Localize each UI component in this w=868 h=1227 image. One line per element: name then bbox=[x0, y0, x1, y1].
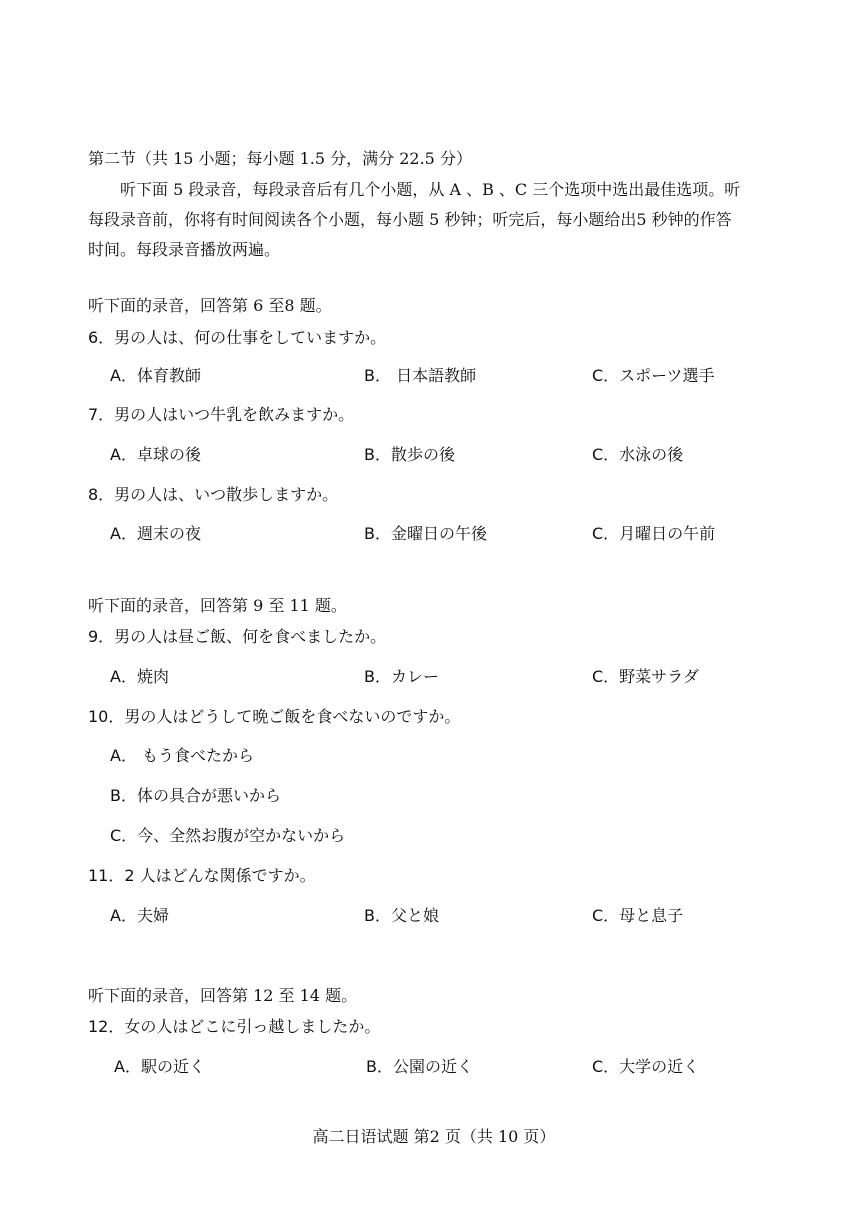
question-9-option-c: C．野菜サラダ bbox=[592, 667, 700, 686]
question-11-stem: 11．2 人はどんな関係ですか。 bbox=[88, 866, 316, 885]
group-2-prompt: 听下面的录音，回答第 9 至 11 题。 bbox=[88, 596, 347, 615]
question-10-stem: 10．男の人はどうして晩ご飯を食べないのですか。 bbox=[88, 707, 461, 726]
question-10-option-b: B．体の具合が悪いから bbox=[110, 786, 281, 805]
group-1-prompt: 听下面的录音，回答第 6 至8 题。 bbox=[88, 296, 332, 315]
question-9-option-b: B．カレー bbox=[364, 667, 439, 686]
page-footer: 高二日语试题 第2 页（共 10 页） bbox=[312, 1127, 556, 1146]
question-12-option-a: A．駅の近く bbox=[114, 1057, 205, 1076]
question-11-option-a: A．夫婦 bbox=[110, 906, 169, 925]
question-11-option-c: C．母と息子 bbox=[592, 906, 684, 925]
question-8-option-a: A．週末の夜 bbox=[110, 524, 201, 543]
question-10-option-a: A． もう食べたから bbox=[110, 746, 255, 765]
question-7-stem: 7．男の人はいつ牛乳を飲みますか。 bbox=[88, 405, 355, 424]
question-6-option-c: C．スポーツ選手 bbox=[592, 366, 715, 385]
question-7-option-a: A．卓球の後 bbox=[110, 445, 201, 464]
question-8-option-c: C．月曜日の午前 bbox=[592, 524, 716, 543]
question-11-option-b: B．父と娘 bbox=[364, 906, 439, 925]
question-9-stem: 9．男の人は昼ご飯、何を食べましたか。 bbox=[88, 627, 387, 646]
instructions-line-2: 每段录音前，你将有时间阅读各个小题，每小题 5 秒钟；听完后，每小题给出5 秒钟的作答 bbox=[88, 210, 732, 229]
question-12-option-c: C．大学の近く bbox=[592, 1057, 700, 1076]
question-8-option-b: B．金曜日の午後 bbox=[364, 524, 487, 543]
question-9-option-a: A．焼肉 bbox=[110, 667, 169, 686]
question-12-option-b: B．公園の近く bbox=[366, 1057, 473, 1076]
question-6-option-a: A．体育教師 bbox=[110, 366, 201, 385]
instructions-line-1: 听下面 5 段录音，每段录音后有几个小题，从 A 、B 、C 三个选项中选出最佳选项。听 bbox=[120, 180, 741, 199]
section-header: 第二节（共 15 小题；每小题 1.5 分，满分 22.5 分） bbox=[88, 149, 472, 168]
question-10-option-c: C．今、全然お腹が空かないから bbox=[110, 826, 346, 845]
group-3-prompt: 听下面的录音，回答第 12 至 14 题。 bbox=[88, 986, 358, 1005]
question-6-option-b: B． 日本語教師 bbox=[364, 366, 477, 385]
question-7-option-b: B．散歩の後 bbox=[364, 445, 455, 464]
question-7-option-c: C．水泳の後 bbox=[592, 445, 684, 464]
instructions-line-3: 时间。每段录音播放两遍。 bbox=[88, 240, 281, 259]
question-8-stem: 8．男の人は、いつ散歩しますか。 bbox=[88, 485, 339, 504]
question-12-stem: 12．女の人はどこに引っ越しましたか。 bbox=[88, 1017, 381, 1036]
question-6-stem: 6．男の人は、何の仕事をしていますか。 bbox=[88, 328, 387, 347]
